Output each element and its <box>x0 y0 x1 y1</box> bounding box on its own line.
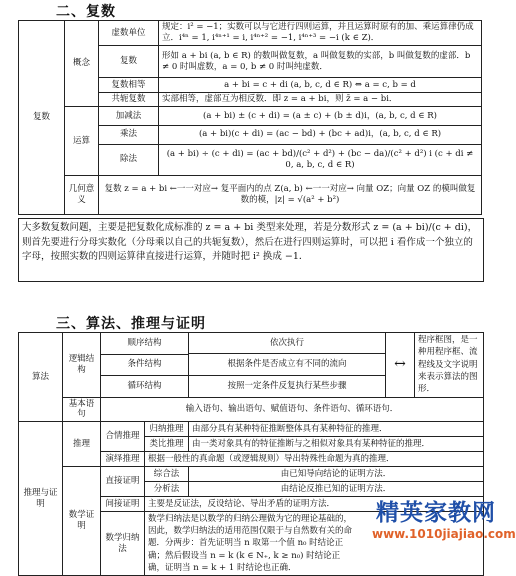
row-label-complex: 复数 <box>99 46 159 78</box>
watermark-text: 精英家教网 <box>376 500 496 526</box>
indirect-proof-desc: 主要是反证法，反设结论、导出矛盾的证明方法． <box>145 496 484 511</box>
math-induction-label: 数学归纳法 <box>101 511 145 576</box>
row-text-equal: a + bi = c + di (a, b, c, d ∈ R) ⇔ a = c, b = d <box>159 78 482 93</box>
proof-label: 推理与证明 <box>19 421 63 576</box>
ops-label: 运算 <box>65 107 99 175</box>
row-label-equal: 复数相等 <box>99 78 159 93</box>
row-text-imag-unit: 规定：i² = −1；实数可以与它进行四则运算，并且运算时原有的加、乘运算律仍成立．i⁴ⁿ = 1, i⁴ⁿ⁺¹ = i, i⁴ⁿ⁺² = −1, i⁴ⁿ⁺³ = −i (k ∈ Z)． <box>159 21 482 46</box>
structures-desc-cell <box>189 333 484 398</box>
structure-loop: 循环结构 <box>101 376 189 398</box>
section-title-algorithm: 三、算法、推理与证明 <box>56 316 206 332</box>
structure-seq: 顺序结构 <box>101 333 189 355</box>
geo-text: 复数 z = a + bi ←一一对应→ 复平面内的点 Z(a, b) ←一一对应→ 向量 OZ；向量 OZ 的模叫做复数的模，|z| = √(a² + b²) <box>99 175 482 214</box>
structure-seq-desc: 依次执行 <box>189 333 386 354</box>
synthetic-method: 综合法 <box>145 466 189 481</box>
induction-reasoning-desc: 由部分具有某种特征推断整体具有某种特征的推理． <box>189 421 484 436</box>
deductive-reasoning: 演绎推理 <box>101 451 145 466</box>
math-proof-label: 数学证明 <box>63 466 101 576</box>
row-label-div: 除法 <box>99 144 159 175</box>
analogy-reasoning: 类比推理 <box>145 436 189 451</box>
direct-proof-label: 直接证明 <box>101 466 145 496</box>
analogy-reasoning-desc: 由一类对象具有的特征推断与之相似对象具有某种特征的推理． <box>189 436 484 451</box>
watermark-url: www.1010jiajiao.com <box>372 527 516 541</box>
analytic-method: 分析法 <box>145 481 189 496</box>
complex-note: 大多数复数问题，主要是把复数化成标准的 z = a + bi 类型来处理，若是分数形式 z = (a + bi)/(c + di)，则首先要进行分母实数化（分母乘以自己的共轭复数），然后在进行四则运算时，可以把 i 看作成一个独立的字母，按照实数的四则运算律直接进行运算，并随时把 i² 换成 −1． <box>18 218 484 282</box>
row-text-complex: 形如 a + bi (a, b ∈ R) 的数叫做复数，a 叫做复数的实部，b 叫做复数的虚部．b ≠ 0 时叫虚数，a = 0, b ≠ 0 时叫纯虚数． <box>159 46 482 78</box>
row-text-div: (a + bi) ÷ (c + di) = (ac + bd)/(c² + d²) + (bc − da)/(c² + d²) i (c + di ≠ 0, a, b, c, d ∈ R) <box>159 144 482 175</box>
indirect-proof-label: 间接证明 <box>101 496 145 511</box>
logic-structure-label: 逻辑结构 <box>63 333 101 398</box>
concept-label: 概念 <box>65 21 99 107</box>
watermark-logo <box>372 494 516 560</box>
row-label-mul: 乘法 <box>99 125 159 144</box>
arrow-icon: ↔ <box>386 333 415 397</box>
row-text-conjugate: 实部相等，虚部互为相反数．即 z = a + bi，则 z̄ = a − bi． <box>159 92 482 107</box>
basic-statements-label: 基本语句 <box>63 397 101 421</box>
reasoning-label: 推理 <box>63 421 101 466</box>
complex-number-table <box>18 20 482 215</box>
row-label-add: 加减法 <box>99 107 159 126</box>
geo-label: 几何意义 <box>65 175 99 214</box>
deductive-reasoning-desc: 根据一般性的真命题（或逻辑规则）导出特殊性命题为真的推理． <box>145 451 484 466</box>
structure-cond-desc: 根据条件是否成立有不同的流向 <box>189 354 386 376</box>
plausible-label: 合情推理 <box>101 421 145 451</box>
row-text-add: (a + bi) ± (c + di) = (a ± c) + (b ± d)i，(a, b, c, d ∈ R) <box>159 107 482 126</box>
category-complex: 复数 <box>19 21 65 215</box>
structure-cond: 条件结构 <box>101 354 189 376</box>
row-label-imag-unit: 虚数单位 <box>99 21 159 46</box>
basic-statements-text: 输入语句、输出语句、赋值语句、条件语句、循环语句． <box>101 397 484 421</box>
flowchart-note: 程序框图，是一种用程序框、流程线及文字说明来表示算法的图形． <box>418 335 478 395</box>
synthetic-method-desc: 由已知导向结论的证明方法． <box>189 466 484 481</box>
math-induction-text: 数学归纳法是以数学的归纳公理做为它的理论基础的，因此，数学归纳法的适用范围仅限于与自然数有关的命题．分两步：首先证明当 n 取第一个值 n₀ 时结论正确；然后假设当 n = k (k ∈ N₊, k ≥ n₀) 时结论正确，证明当 n = k + 1 时结论也正确． <box>145 511 484 576</box>
row-text-mul: (a + bi)(c + di) = (ac − bd) + (bc + ad)i，(a, b, c, d ∈ R) <box>159 125 482 144</box>
analytic-method-desc: 由结论反推已知的证明方法． <box>189 481 484 496</box>
structure-loop-desc: 按照一定条件反复执行某些步骤 <box>189 376 386 397</box>
section-title-complex: 二、复数 <box>56 4 116 20</box>
algo-label: 算法 <box>19 333 63 422</box>
induction-reasoning: 归纳推理 <box>145 421 189 436</box>
row-label-conjugate: 共轭复数 <box>99 92 159 107</box>
